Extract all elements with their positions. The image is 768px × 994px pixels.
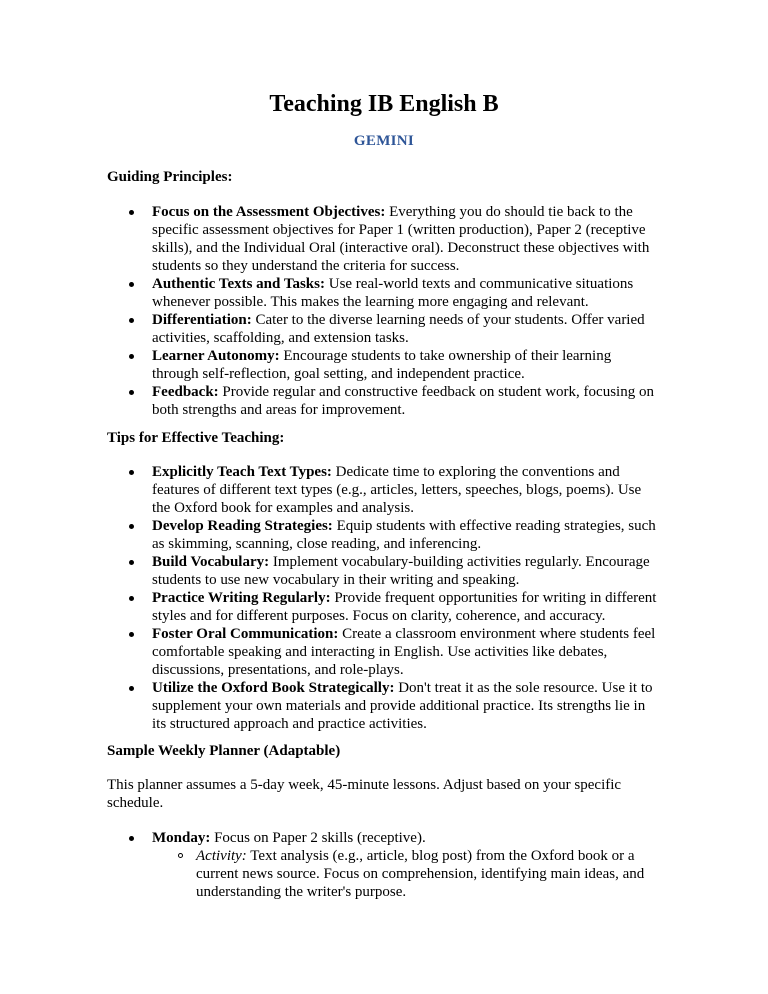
document-subtitle: GEMINI — [353, 133, 415, 149]
list-item-term: Develop Reading Strategies: — [152, 518, 333, 534]
sub-list-item-text: Text analysis (e.g., article, blog post) from the Oxford book or a current news source. Focus on comprehension, identifying main ideas, and understanding the writer's purpose. — [196, 848, 645, 900]
planner-intro: This planner assumes a 5-day week, 45-minute lessons. Adjust based on your specific schedule. — [107, 777, 622, 811]
list-item-term: Differentiation: — [152, 312, 252, 328]
document-title: Teaching IB English B — [269, 91, 499, 117]
list-item-term: Utilize the Oxford Book Strategically: — [152, 680, 395, 696]
list-item — [0, 275, 657, 311]
sub-list-item — [152, 847, 656, 901]
list-item-term: Focus on the Assessment Objectives: — [152, 204, 386, 220]
list-item-term: Build Vocabulary: — [152, 554, 270, 570]
list-item-text: Implement vocabulary-building activities regularly. Encourage students to use new vocabulary in their writing and speaking. — [152, 554, 650, 588]
bullet-icon — [129, 632, 134, 637]
list-item-text: Provide regular and constructive feedback on student work, focusing on both strengths and areas for improvement. — [152, 384, 654, 418]
list-item-term: Learner Autonomy: — [152, 348, 280, 364]
bullet-icon — [129, 596, 134, 601]
sub-list-item-term: Activity: — [196, 848, 247, 864]
list-item — [0, 589, 657, 625]
list-item-text: Dedicate time to exploring the conventions and features of different text types (e.g., articles, letters, speeches, blogs, poems). Use the Oxford book for examples and analysis. — [152, 464, 642, 516]
list-item — [0, 463, 657, 517]
list-item-term: Feedback: — [152, 384, 219, 400]
bullet-icon — [129, 470, 134, 475]
sub-list — [152, 847, 657, 901]
list-item-text: Don't treat it as the sole resource. Use it to supplement your own materials and provide additional practice. Its strengths lie in its structured approach and practice activities. — [152, 680, 653, 732]
list-item-term: Foster Oral Communication: — [152, 626, 339, 642]
list-item — [0, 679, 657, 733]
bullet-icon — [129, 686, 134, 691]
bullet-icon — [129, 210, 134, 215]
list-item-text: Create a classroom environment where students feel comfortable speaking and interacting in English. Use activities like debates, discussions, presentations, and role-plays. — [152, 626, 656, 678]
list-item — [0, 347, 657, 383]
list-item-text: Cater to the diverse learning needs of your students. Offer varied activities, scaffolding, and extension tasks. — [152, 312, 645, 346]
list-item-term: Practice Writing Regularly: — [152, 590, 331, 606]
bullet-icon — [129, 282, 134, 287]
bullet-icon — [129, 318, 134, 323]
guiding-principles-list — [0, 203, 657, 419]
list-item-term: Explicitly Teach Text Types: — [152, 464, 332, 480]
list-item-text: Encourage students to take ownership of their learning through self-reflection, goal setting, and independent practice. — [152, 348, 612, 382]
list-item — [0, 383, 657, 419]
planner-list — [0, 829, 657, 901]
hollow-bullet-icon — [178, 853, 183, 858]
list-item — [0, 203, 657, 275]
list-item — [0, 625, 657, 679]
list-item — [0, 311, 657, 347]
list-item-term: Authentic Texts and Tasks: — [152, 276, 325, 292]
bullet-icon — [129, 560, 134, 565]
bullet-icon — [129, 836, 134, 841]
tips-heading: Tips for Effective Teaching: — [107, 430, 285, 446]
list-item-text: Use real-world texts and communicative situations whenever possible. This makes the learning more engaging and relevant. — [152, 276, 634, 310]
list-item-text: Everything you do should tie back to the specific assessment objectives for Paper 1 (written production), Paper 2 (receptive skills), and the Individual Oral (interactive oral). Deconstruct these objectives with students so they understand the criteria for success. — [152, 204, 650, 274]
list-item-text: Provide frequent opportunities for writing in different styles and for different purposes. Focus on clarity, coherence, and accuracy. — [152, 590, 657, 624]
tips-list — [0, 463, 657, 733]
bullet-icon — [129, 390, 134, 395]
list-item-text: Focus on Paper 2 skills (receptive). — [210, 830, 426, 846]
list-item-text: Equip students with effective reading strategies, such as skimming, scanning, close reading, and inferencing. — [152, 518, 656, 552]
planner-heading: Sample Weekly Planner (Adaptable) — [107, 743, 341, 759]
bullet-icon — [129, 354, 134, 359]
list-item — [0, 553, 657, 589]
list-item-term: Monday: — [152, 830, 211, 846]
list-item — [0, 829, 657, 901]
bullet-icon — [129, 524, 134, 529]
guiding-principles-heading: Guiding Principles: — [107, 169, 233, 185]
list-item — [0, 517, 657, 553]
